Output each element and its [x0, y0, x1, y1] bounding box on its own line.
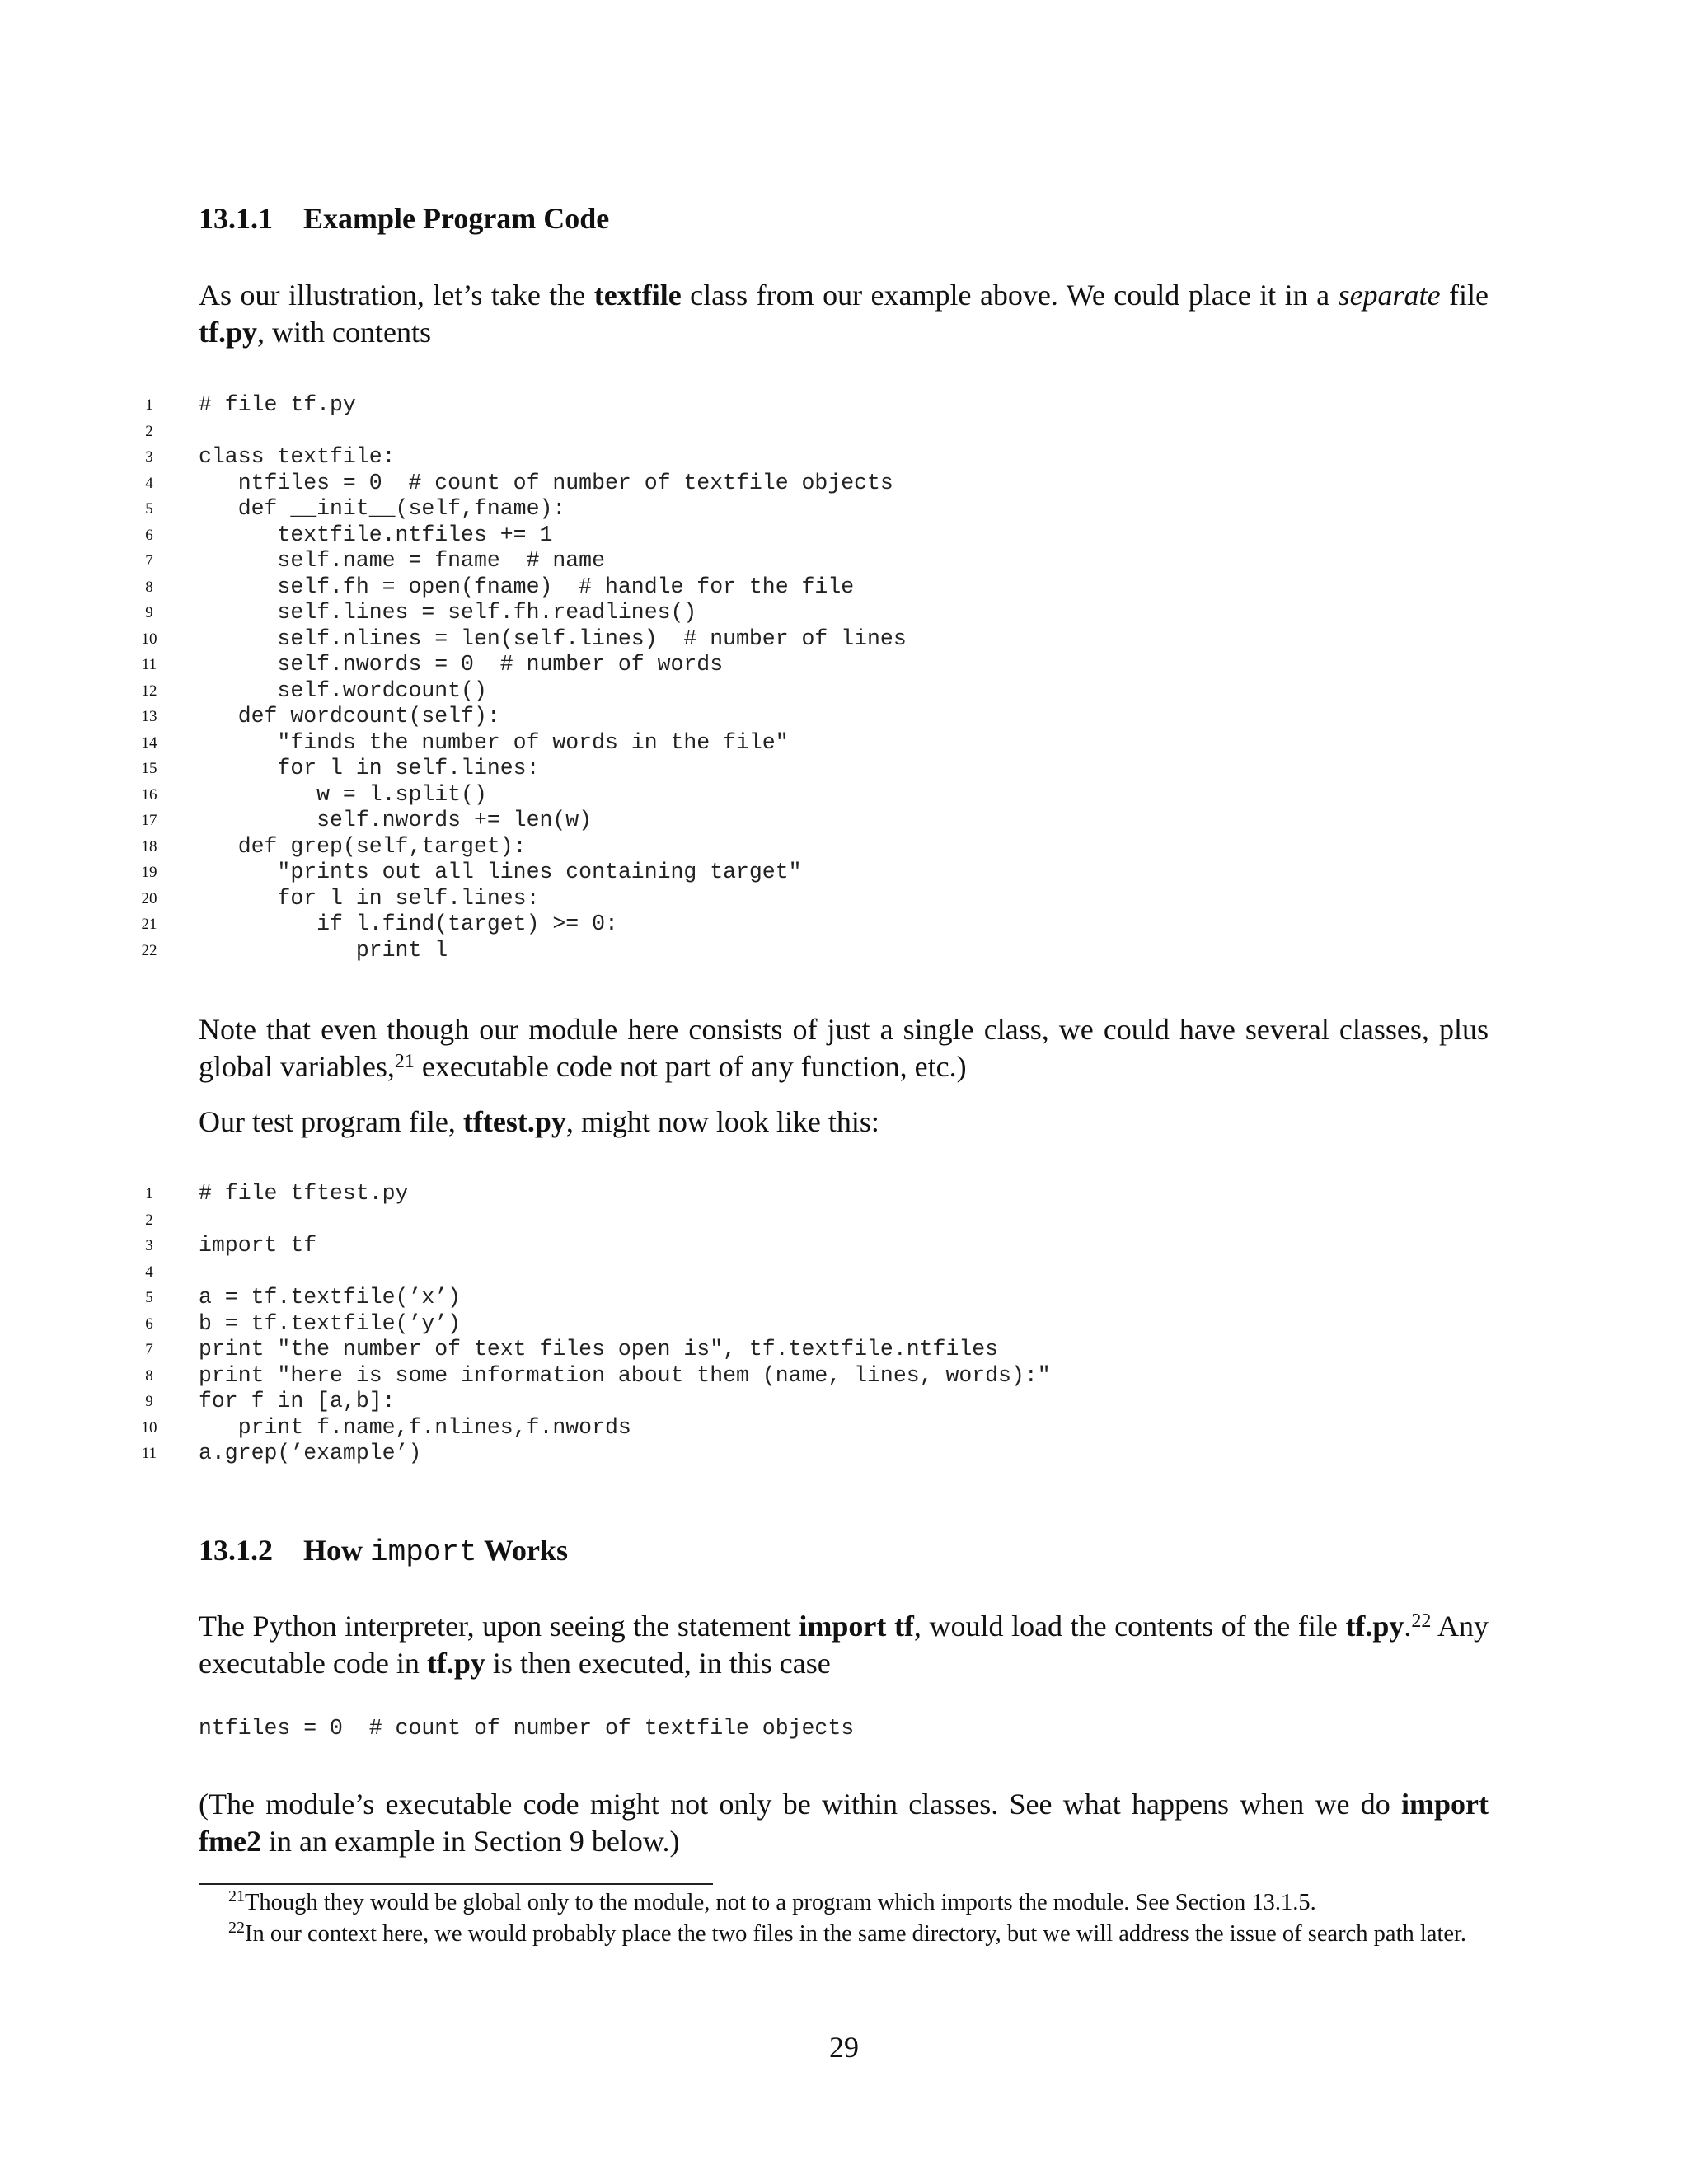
test-intro-text: , might now look like this: — [565, 1105, 879, 1138]
intro-bold-filename: tf.py — [199, 316, 257, 349]
line-number: 11 — [141, 656, 157, 673]
line-number: 13 — [141, 708, 157, 725]
code-text: a = tf.textfile(’x’) — [199, 1285, 462, 1310]
footnote-marker: 21 — [228, 1886, 245, 1905]
code-text: "finds the number of words in the file" — [199, 729, 789, 755]
code-text: import tf — [199, 1233, 317, 1258]
test-intro-bold-filename: tftest.py — [462, 1105, 566, 1138]
code-text: for f in [a,b]: — [199, 1389, 396, 1413]
code-text: self.wordcount() — [199, 677, 487, 703]
footnote-21 — [199, 1887, 1489, 1919]
footnote-text: Though they would be global only to the module, not to a program which imports the module. See Section 13.1.5. — [245, 1890, 1316, 1915]
line-number: 5 — [145, 1289, 153, 1306]
code-text: ntfiles = 0 # count of number of textfile objects — [199, 470, 893, 495]
code-text: b = tf.textfile(’y’) — [199, 1310, 462, 1336]
interp-bold-import: import tf — [799, 1610, 914, 1643]
line-number: 9 — [145, 604, 153, 621]
interp-bold-filename: tf.py — [426, 1647, 485, 1680]
footnote-marker: 22 — [228, 1918, 245, 1937]
code-text: print "here is some information about them (name, lines, words):" — [199, 1362, 1051, 1388]
line-number: 10 — [141, 1418, 157, 1436]
section-number: 13.1.2 — [199, 1534, 273, 1567]
code-text: "prints out all lines containing target" — [199, 860, 802, 884]
code-text: if l.find(target) >= 0: — [199, 912, 618, 936]
intro-text: As our illustration, let’s take the — [199, 279, 594, 312]
intro-text: file — [1440, 279, 1489, 312]
line-number: 6 — [145, 1315, 153, 1333]
line-number: 8 — [145, 578, 153, 596]
code-text: self.nwords += len(w) — [199, 808, 593, 832]
footnote-22 — [199, 1919, 1489, 1950]
line-number: 16 — [141, 785, 157, 804]
test-intro-paragraph — [199, 1104, 1489, 1141]
line-number: 15 — [141, 760, 157, 777]
code-text: print "the number of text files open is", tf.textfile.ntfiles — [199, 1337, 999, 1361]
line-number: 1 — [145, 1185, 153, 1202]
line-number: 2 — [145, 422, 153, 440]
code-text: self.fh = open(fname) # handle for the file — [199, 574, 855, 599]
section-number: 13.1.1 — [199, 202, 273, 235]
code-text: for l in self.lines: — [199, 756, 540, 780]
code-text: # file tftest.py — [199, 1181, 409, 1206]
intro-bold-textfile: textfile — [593, 279, 682, 312]
section-heading-13-1-1 — [199, 199, 609, 237]
section-heading-13-1-2 — [199, 1531, 568, 1572]
note-paragraph — [199, 1011, 1489, 1085]
page-number: 29 — [829, 2031, 859, 2064]
line-number: 2 — [145, 1211, 153, 1229]
interp-text: The Python interpreter, upon seeing the statement — [199, 1610, 799, 1643]
interp-text: . — [1404, 1610, 1412, 1643]
code-text: print f.name,f.nlines,f.nwords — [199, 1414, 631, 1440]
code-text: class textfile: — [199, 444, 396, 469]
module-note-text: in an example in Section 9 below.) — [260, 1825, 680, 1858]
section-title-pre: How — [303, 1534, 370, 1567]
interp-text: Any executable code in — [199, 1610, 1489, 1680]
line-number: 7 — [145, 552, 153, 569]
code-text: self.nwords = 0 # number of words — [199, 652, 724, 677]
interp-text: is then executed, in this case — [485, 1647, 831, 1680]
section-title: Example Program Code — [303, 202, 610, 235]
code-text: self.nlines = len(self.lines) # number of lines — [199, 626, 907, 651]
code-text: textfile.ntfiles += 1 — [199, 522, 553, 547]
line-number: 20 — [141, 889, 157, 907]
footnote-ref-21: 21 — [394, 1051, 415, 1072]
footnote-text: In our context here, we would probably place the two files in the same directory, but we will address the issue of search path later. — [245, 1921, 1467, 1947]
footnote-rule — [199, 1883, 713, 1885]
line-number: 17 — [141, 812, 157, 829]
intro-paragraph — [199, 277, 1489, 351]
line-number: 14 — [141, 733, 157, 752]
code-text: w = l.split() — [199, 781, 487, 807]
module-note-paragraph — [199, 1786, 1489, 1860]
section-title-code: import — [370, 1535, 477, 1569]
test-intro-text: Our test program file, — [199, 1105, 463, 1138]
footnotes — [199, 1887, 1489, 1950]
code-text: a.grep(’example’) — [199, 1441, 422, 1465]
line-number: 18 — [141, 837, 157, 855]
interp-text: , would load the contents of the file — [913, 1610, 1346, 1643]
line-number: 21 — [141, 916, 157, 933]
code-text: self.lines = self.fh.readlines() — [199, 600, 697, 625]
line-number: 4 — [145, 474, 153, 492]
footnote-ref-22: 22 — [1411, 1610, 1432, 1632]
code-text: def grep(self,target): — [199, 833, 527, 859]
module-note-text: (The module’s executable code might not only be within classes. See what happens when we do — [199, 1788, 1402, 1821]
intro-text: class from our example above. We could place it in a — [681, 279, 1339, 312]
code-text: def __init__(self,fname): — [199, 496, 566, 521]
line-number: 7 — [145, 1341, 153, 1358]
line-number: 10 — [141, 630, 157, 648]
intro-italic-separate: separate — [1338, 279, 1441, 312]
code-snippet: ntfiles = 0 # count of number of textfile objects — [199, 1716, 855, 1741]
code-text: for l in self.lines: — [199, 885, 540, 911]
note-text: Note that even though our module here consists of just a single class, we could have several classes, plus global variables, — [199, 1013, 1489, 1083]
line-number: 12 — [141, 682, 157, 700]
section-title-post: Works — [476, 1534, 568, 1567]
note-text: executable code not part of any function, etc.) — [414, 1050, 967, 1083]
line-number: 6 — [145, 526, 153, 544]
code-text: print l — [199, 937, 448, 963]
line-number: 1 — [145, 396, 153, 414]
line-number: 3 — [145, 1237, 153, 1254]
line-number: 8 — [145, 1366, 153, 1385]
interpreter-paragraph — [199, 1608, 1489, 1682]
line-number: 3 — [145, 448, 153, 466]
line-number: 19 — [141, 864, 157, 881]
intro-text: , with contents — [257, 316, 431, 349]
line-number: 9 — [145, 1393, 153, 1410]
line-number: 11 — [141, 1445, 157, 1462]
code-text: # file tf.py — [199, 392, 356, 417]
line-number: 22 — [141, 941, 157, 959]
interp-bold-filename: tf.py — [1345, 1610, 1404, 1643]
code-text: self.name = fname # name — [199, 548, 605, 573]
code-text: def wordcount(self): — [199, 704, 500, 729]
line-number: 4 — [145, 1263, 153, 1281]
module-note-bold-import: import fme2 — [199, 1788, 1489, 1858]
line-number: 5 — [145, 500, 153, 518]
